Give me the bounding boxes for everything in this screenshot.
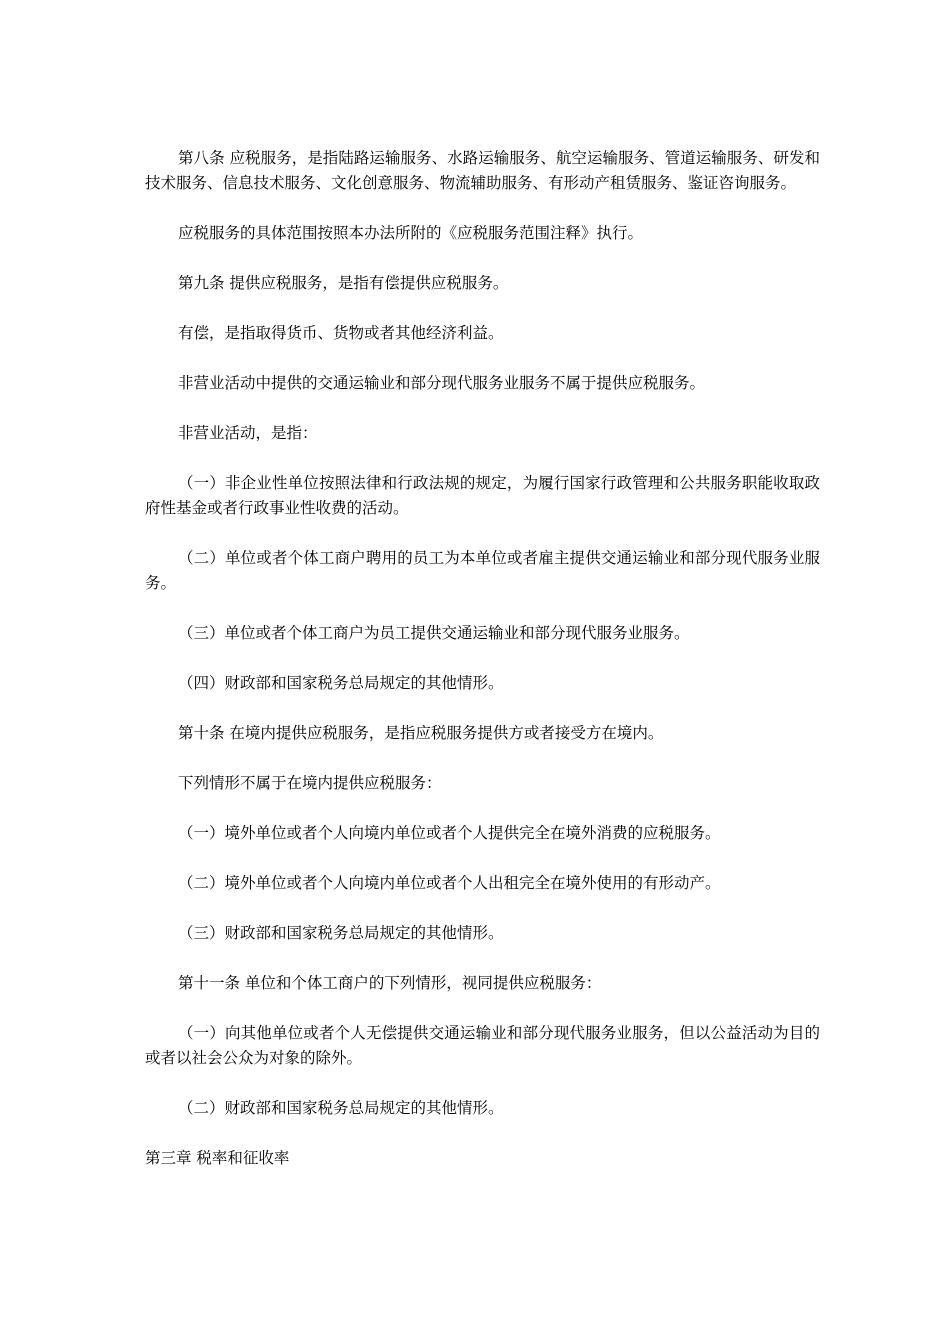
article-11-paragraph: 第十一条 单位和个体工商户的下列情形，视同提供应税服务： <box>178 974 602 992</box>
article-9-paragraph: 第九条 提供应税服务，是指有偿提供应税服务。 <box>178 274 509 292</box>
domestic-exclusion-item-2: （二）境外单位或者个人向境内单位或者个人出租完全在境外使用的有形动产。 <box>178 874 721 892</box>
paid-definition-paragraph: 有偿，是指取得货币、货物或者其他经济利益。 <box>178 324 504 342</box>
non-business-exclusion-paragraph: 非营业活动中提供的交通运输业和部分现代服务业服务不属于提供应税服务。 <box>178 374 706 392</box>
domestic-exclusion-item-3: （三）财政部和国家税务总局规定的其他情形。 <box>178 924 504 942</box>
domestic-exclusion-paragraph: 下列情形不属于在境内提供应税服务： <box>178 774 442 792</box>
non-business-definition-paragraph: 非营业活动，是指： <box>178 424 318 442</box>
chapter-heading: 第三章 税率和征收率 <box>145 1149 290 1167</box>
document-page <box>145 146 820 1171</box>
article-10-paragraph: 第十条 在境内提供应税服务，是指应税服务提供方或者接受方在境内。 <box>178 724 664 742</box>
non-business-item-3: （三）单位或者个体工商户为员工提供交通运输业和部分现代服务业服务。 <box>178 624 690 642</box>
scope-note-paragraph: 应税服务的具体范围按照本办法所附的《应税服务范围注释》执行。 <box>178 224 644 242</box>
deemed-service-item-1: （一）向其他单位或者个人无偿提供交通运输业和部分现代服务业服务，但以公益活动为目的或者以社会公众为对象的除外。 <box>145 1024 820 1067</box>
deemed-service-item-2: （二）财政部和国家税务总局规定的其他情形。 <box>178 1099 504 1117</box>
non-business-item-1: （一）非企业性单位按照法律和行政法规的规定，为履行国家行政管理和公共服务职能收取政府性基金或者行政事业性收费的活动。 <box>145 474 820 517</box>
article-8-paragraph: 第八条 应税服务，是指陆路运输服务、水路运输服务、航空运输服务、管道运输服务、研发和技术服务、信息技术服务、文化创意服务、物流辅助服务、有形动产租赁服务、鉴证咨询服务。 <box>145 149 820 192</box>
non-business-item-4: （四）财政部和国家税务总局规定的其他情形。 <box>178 674 504 692</box>
domestic-exclusion-item-1: （一）境外单位或者个人向境内单位或者个人提供完全在境外消费的应税服务。 <box>178 824 721 842</box>
non-business-item-2: （二）单位或者个体工商户聘用的员工为本单位或者雇主提供交通运输业和部分现代服务业服务。 <box>145 549 820 592</box>
